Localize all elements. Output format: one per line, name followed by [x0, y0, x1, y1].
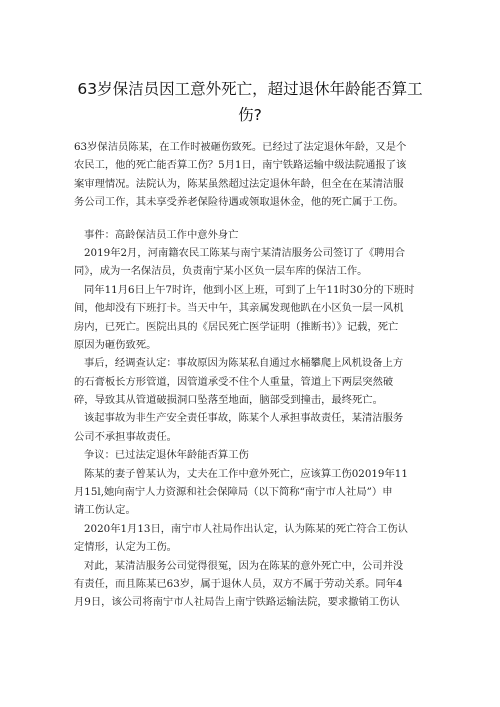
- body-line: 原因为砸伤致死。: [74, 338, 157, 351]
- title-line-2: 伤?: [238, 106, 262, 124]
- body-line: 间，他却没有下班打卡。当天中午，其亲属发现他趴在小区负一层一风机: [74, 302, 404, 315]
- body-line: 请工伤认定。: [74, 504, 136, 517]
- summary-line: 案审理情况。法院认为，陈某虽然超过法定退休年龄，但全在在某清洁服: [74, 177, 404, 190]
- article-title: [60, 76, 440, 128]
- body-line: 该起事故为非生产安全责任事故，陈某个人承担事故责任，某清洁服务: [84, 412, 404, 425]
- body-line: 同》，成为一名保洁员，负责南宁某小区负一层车库的保洁工作。: [74, 265, 368, 278]
- summary-line: 务公司工作，其未享受养老保险待遇或领取退休金，他的死亡属于工伤。: [74, 196, 404, 209]
- article-body: [74, 138, 434, 612]
- body-line: 2020年1月13日，南宁市人社局作出认定，认为陈某的死亡符合工伤认: [84, 522, 408, 535]
- body-line: 2019年2月，河南籍农民工陈某与南宁某清洁服务公司签订了《聘用合: [84, 246, 406, 259]
- body-line: 争议：已过法定退休年龄能否算工伤: [84, 449, 249, 462]
- body-line: 月9日，该公司将南宁市人社局告上南宁铁路运输法院，要求撤销工伤认: [74, 596, 400, 609]
- body-line: 定情形，认定为工伤。: [74, 541, 177, 554]
- paragraph-gap: [74, 212, 434, 226]
- body-line: 陈某的妻子曾某认为，丈夫在工作中意外死亡，应该算工伤02019年11: [84, 467, 408, 480]
- body-line: 事后，经调查认定：事故原因为陈某私自通过水桶攀爬上风机设备上方: [84, 357, 404, 370]
- body-line: 事件：高龄保洁员工作中意外身亡: [84, 228, 239, 241]
- body-line: 碎，导致其从管道破损洞口坠落至地面，脑部受到撞击，最终死亡。: [74, 394, 383, 407]
- body-line: 对此，某清洁服务公司觉得很冤，因为在陈某的意外死亡中，公司并没: [84, 559, 404, 572]
- body-line: 房内，已死亡。医院出具的《居民死亡医学证明（推断书）》记载，死亡: [74, 320, 399, 333]
- body-line: 公司不承担事故责任。: [74, 430, 177, 443]
- body-line: 同年11月6日上午7时许，他到小区上班，可到了上午11时30分的下班时: [84, 283, 415, 296]
- summary-line: 农民工，他的死亡能否算工伤？5月1日，南宁铁路运输中级法院通报了该: [74, 159, 407, 172]
- body-line: 月15l,她向南宁人力资源和社会保障局（以下简称“南宁市人社局”）申: [74, 486, 393, 499]
- summary-paragraph: [74, 138, 434, 212]
- body-text: [74, 226, 434, 612]
- body-line: 有责任，而且陈某已63岁，属于退休人员，双方不属于劳动关系。同年4: [74, 577, 403, 590]
- body-line: 的石膏板长方形管道，因管道承受不住个人重量，管道上下两层突然破: [74, 375, 394, 388]
- title-line-1: 63岁保洁员因工意外死亡，超过退休年龄能否算工: [77, 80, 423, 98]
- summary-line: 63岁保洁员陈某，在工作时被砸伤致死。已经过了法定退休年龄，又是个: [74, 141, 407, 153]
